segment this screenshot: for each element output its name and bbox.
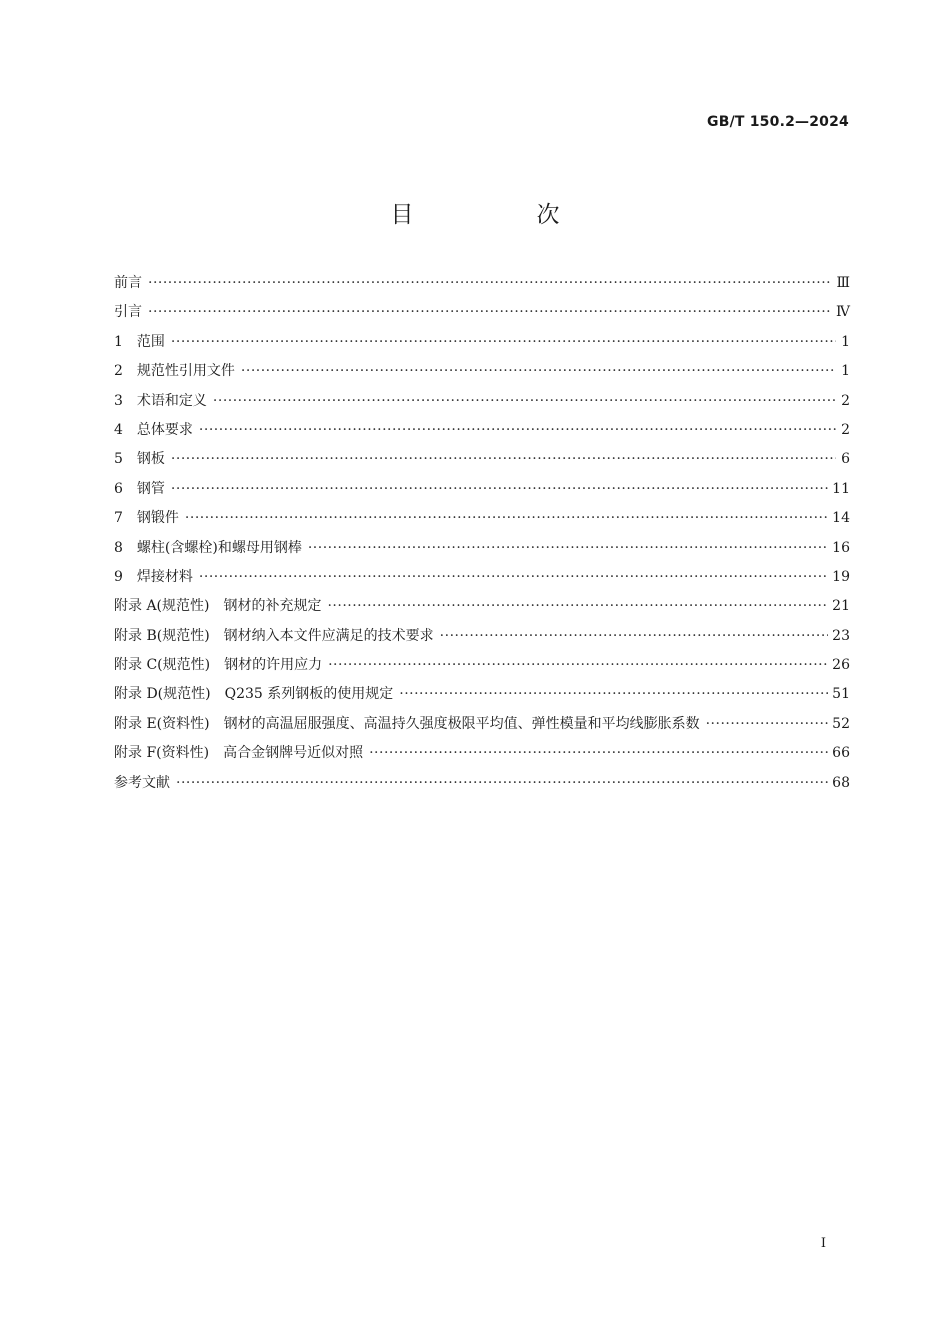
- toc-entry-label: 5 钢板: [114, 451, 165, 468]
- toc-leader: [199, 563, 828, 592]
- toc-leader: [369, 739, 828, 768]
- toc-entry-label: 1 范围: [114, 333, 165, 350]
- toc-leader: [308, 534, 828, 563]
- toc-entry-appendix-b[interactable]: [114, 622, 850, 651]
- toc-entry-label: 附录 A(规范性) 钢材的补充规定: [114, 598, 322, 615]
- toc-entry-label: 6 钢管: [114, 480, 165, 497]
- table-of-contents: [114, 269, 850, 798]
- page-number: I: [820, 1236, 826, 1251]
- toc-entry-appendix-f[interactable]: [114, 739, 850, 768]
- toc-entry-9[interactable]: [114, 563, 850, 592]
- toc-entry-7[interactable]: [114, 504, 850, 533]
- toc-entry-page: 52: [832, 715, 850, 732]
- toc-entry-page: 1: [841, 333, 850, 350]
- toc-leader: [148, 269, 832, 298]
- toc-leader: [199, 416, 836, 445]
- toc-leader: [148, 298, 832, 327]
- toc-entry-label: 4 总体要求: [114, 421, 193, 438]
- toc-leader: [328, 651, 828, 680]
- toc-entry-label: 2 规范性引用文件: [114, 363, 235, 380]
- toc-entry-label: 7 钢锻件: [114, 510, 179, 527]
- toc-entry-label: 前言: [114, 275, 142, 291]
- toc-leader: [176, 769, 828, 798]
- toc-leader: [241, 357, 836, 386]
- toc-entry-page: 16: [832, 539, 850, 556]
- toc-entry-appendix-d[interactable]: [114, 680, 850, 709]
- toc-entry-bibliography[interactable]: [114, 769, 850, 798]
- toc-entry-label: 附录 E(资料性) 钢材的高温屈服强度、高温持久强度极限平均值、弹性模量和平均线膨胀系数: [114, 715, 700, 732]
- toc-entry-page: 21: [832, 598, 850, 615]
- toc-entry-page: 66: [832, 745, 850, 762]
- toc-entry-introduction[interactable]: [114, 298, 850, 327]
- toc-entry-2[interactable]: [114, 357, 850, 386]
- toc-entry-page: 51: [832, 686, 850, 703]
- toc-leader: [327, 592, 828, 621]
- toc-entry-page: 2: [841, 421, 850, 438]
- toc-leader: [171, 475, 828, 504]
- toc-entry-label: 3 术语和定义: [114, 392, 207, 409]
- toc-entry-page: 23: [832, 627, 850, 644]
- toc-entry-page: 11: [832, 480, 850, 497]
- toc-entry-page: 19: [832, 568, 850, 585]
- toc-entry-foreword[interactable]: [114, 269, 850, 298]
- toc-leader: [185, 504, 828, 533]
- toc-entry-appendix-a[interactable]: [114, 592, 850, 621]
- toc-leader: [706, 710, 829, 739]
- toc-leader: [213, 387, 836, 416]
- toc-entry-label: 8 螺柱(含螺栓)和螺母用钢棒: [114, 539, 302, 556]
- toc-entry-1[interactable]: [114, 328, 850, 357]
- standard-code: GB/T 150.2—2024: [707, 114, 849, 130]
- toc-entry-label: 附录 C(规范性) 钢材的许用应力: [114, 657, 323, 674]
- toc-entry-page: 26: [832, 657, 850, 674]
- toc-entry-3[interactable]: [114, 387, 850, 416]
- toc-entry-6[interactable]: [114, 475, 850, 504]
- toc-entry-appendix-c[interactable]: [114, 651, 850, 680]
- toc-leader: [171, 445, 836, 474]
- toc-entry-page: Ⅳ: [836, 304, 850, 321]
- toc-leader: [399, 680, 828, 709]
- toc-title: 目 次: [390, 202, 610, 228]
- toc-entry-label: 附录 D(规范性) Q235 系列钢板的使用规定: [114, 686, 394, 703]
- toc-entry-label: 9 焊接材料: [114, 568, 193, 585]
- toc-entry-label: 附录 B(规范性) 钢材纳入本文件应满足的技术要求: [114, 627, 434, 644]
- toc-entry-page: 1: [841, 363, 850, 380]
- toc-entry-page: 14: [832, 510, 850, 527]
- toc-entry-8[interactable]: [114, 534, 850, 563]
- toc-leader: [440, 622, 829, 651]
- toc-entry-appendix-e[interactable]: [114, 710, 850, 739]
- toc-leader: [171, 328, 836, 357]
- toc-entry-label: 附录 F(资料性) 高合金钢牌号近似对照: [114, 745, 364, 762]
- toc-entry-4[interactable]: [114, 416, 850, 445]
- toc-entry-page: 2: [841, 392, 850, 409]
- toc-entry-page: 68: [832, 774, 850, 791]
- toc-entry-label: 参考文献: [114, 774, 170, 791]
- toc-entry-page: 6: [841, 451, 850, 468]
- toc-entry-page: Ⅲ: [836, 275, 850, 291]
- toc-entry-5[interactable]: [114, 445, 850, 474]
- toc-entry-label: 引言: [114, 304, 142, 321]
